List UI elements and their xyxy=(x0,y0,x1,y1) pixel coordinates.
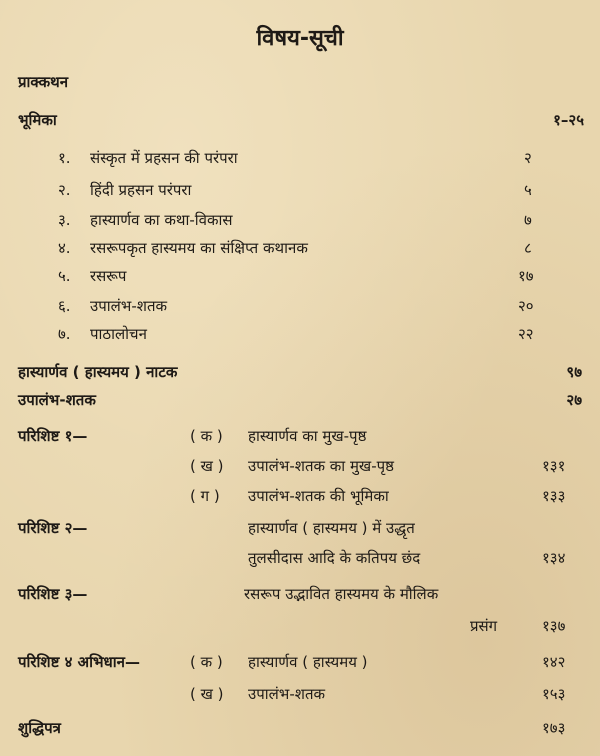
entry-prakkathan: प्राक्कथन xyxy=(18,73,69,91)
toc-item-title: रसरूप xyxy=(90,267,127,285)
toc-item-page: १४२ xyxy=(542,653,566,671)
toc-item-page: १३३ xyxy=(542,487,566,505)
toc-item-number: ६. xyxy=(58,297,71,315)
toc-item-marker: ( ख ) xyxy=(190,685,224,703)
toc-item-page: २ xyxy=(524,149,532,167)
toc-item-page: ८ xyxy=(524,239,532,257)
toc-item-marker: ( ख ) xyxy=(190,457,224,475)
entry-upalambh: उपालंभ-शतक xyxy=(18,391,96,409)
entry-parishisht-4: परिशिष्ट ४ अभिधान— xyxy=(18,653,140,671)
toc-item-title: उपालंभ-शतक xyxy=(248,685,326,703)
toc-item-number: ७. xyxy=(58,325,71,343)
toc-item-number: २. xyxy=(58,181,71,199)
entry-bhumika: भूमिका xyxy=(18,111,57,129)
toc-item-page: १३१ xyxy=(542,457,566,475)
toc-item-marker: ( ग ) xyxy=(190,487,220,505)
toc-item-page: २० xyxy=(518,297,534,315)
toc-item-page: ५ xyxy=(524,181,532,199)
toc-item-title: उपालंभ-शतक xyxy=(90,297,168,315)
toc-item-title: हास्यार्णव का मुख-पृष्ठ xyxy=(248,427,367,445)
entry-parishisht-1: परिशिष्ट १— xyxy=(18,427,88,445)
toc-item-number: ४. xyxy=(58,239,71,257)
toc-item-number: ५. xyxy=(58,267,71,285)
toc-item-page: १५३ xyxy=(542,685,566,703)
entry-parishisht-2: परिशिष्ट २— xyxy=(18,519,88,537)
toc-item-title: हास्यार्णव ( हास्यमय ) में उद्धृत xyxy=(248,519,415,537)
entry-parishisht-3: परिशिष्ट ३— xyxy=(18,585,88,603)
toc-item-marker: ( क ) xyxy=(190,653,223,671)
toc-item-title-cont: प्रसंग xyxy=(470,617,498,635)
entry-shuddhipatra-page: १७३ xyxy=(542,719,566,737)
toc-item-title: रसरूप उद्भावित हास्यमय के मौलिक xyxy=(244,585,439,603)
toc-item-title: उपालंभ-शतक की भूमिका xyxy=(248,487,389,505)
page-title: विषय-सूची xyxy=(256,26,344,51)
toc-item-page: १३४ xyxy=(542,549,566,567)
toc-item-page: १७ xyxy=(518,267,534,285)
toc-item-marker: ( क ) xyxy=(190,427,223,445)
toc-item-page: १३७ xyxy=(542,617,566,635)
toc-item-number: १. xyxy=(58,149,71,167)
toc-item-page: २२ xyxy=(518,325,534,343)
toc-item-title: उपालंभ-शतक का मुख-पृष्ठ xyxy=(248,457,394,475)
toc-item-title: पाठालोचन xyxy=(90,325,147,343)
toc-item-title: रसरूपकृत हास्यमय का संक्षिप्त कथानक xyxy=(90,239,308,257)
entry-bhumika-pages: १–२५ xyxy=(553,111,584,129)
toc-item-title: हिंदी प्रहसन परंपरा xyxy=(90,181,192,199)
entry-shuddhipatra: शुद्धिपत्र xyxy=(18,719,61,737)
toc-item-title: संस्कृत में प्रहसन की परंपरा xyxy=(90,149,238,167)
toc-item-title: हास्यार्णव का कथा-विकास xyxy=(90,211,233,229)
entry-natak: हास्यार्णव ( हास्यमय ) नाटक xyxy=(18,363,178,381)
entry-upalambh-page: २७ xyxy=(566,391,582,409)
toc-item-title-cont: तुलसीदास आदि के कतिपय छंद xyxy=(248,549,421,567)
toc-item-number: ३. xyxy=(58,211,71,229)
toc-item-title: हास्यार्णव ( हास्यमय ) xyxy=(248,653,368,671)
entry-natak-page: ९७ xyxy=(566,363,582,381)
toc-item-page: ७ xyxy=(524,211,532,229)
